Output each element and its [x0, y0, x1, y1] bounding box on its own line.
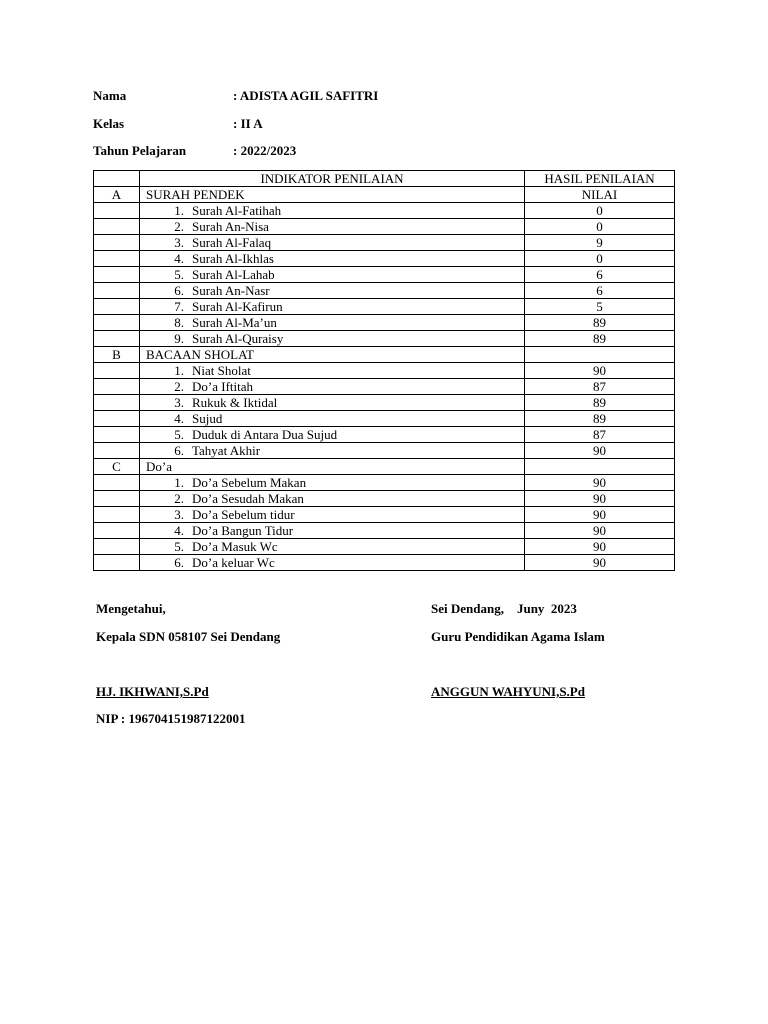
item-number: 6. — [174, 282, 184, 298]
item-number: 6. — [174, 554, 184, 570]
empty-code-cell — [94, 235, 140, 251]
kelas-value: : II A — [233, 116, 263, 131]
table-row — [94, 475, 675, 491]
item-name: Niat Sholat — [192, 362, 251, 378]
item-value: 0 — [525, 219, 675, 235]
item-value: 89 — [525, 411, 675, 427]
empty-code-cell — [94, 299, 140, 315]
indicator-cell — [140, 283, 525, 299]
table-row — [94, 395, 675, 411]
nama-label: Nama — [93, 88, 127, 103]
item-name: Duduk di Antara Dua Sujud — [192, 426, 338, 442]
section-value-header — [525, 347, 675, 363]
nama-value: : ADISTA AGIL SAFITRI — [233, 88, 379, 103]
item-value: 87 — [525, 427, 675, 443]
item-value: 6 — [525, 267, 675, 283]
section-row — [94, 347, 675, 363]
indicator-cell — [140, 555, 525, 571]
indicator-cell — [140, 395, 525, 411]
empty-code-cell — [94, 443, 140, 459]
empty-code-cell — [94, 539, 140, 555]
section-title: Do’a — [140, 459, 525, 475]
empty-code-cell — [94, 251, 140, 267]
empty-code-cell — [94, 363, 140, 379]
item-number: 1. — [174, 474, 184, 490]
kepala-role: Kepala SDN 058107 Sei Dendang — [96, 629, 281, 644]
guru-role: Guru Pendidikan Agama Islam — [431, 629, 605, 644]
item-value: 0 — [525, 203, 675, 219]
indicator-cell — [140, 523, 525, 539]
empty-code-cell — [94, 203, 140, 219]
item-value: 90 — [525, 523, 675, 539]
indicator-cell — [140, 315, 525, 331]
item-number: 1. — [174, 362, 184, 378]
indicator-cell — [140, 251, 525, 267]
section-code: B — [94, 347, 140, 363]
header-indikator: INDIKATOR PENILAIAN — [140, 171, 525, 187]
item-number: 2. — [174, 218, 184, 234]
indicator-cell — [140, 363, 525, 379]
item-value: 90 — [525, 491, 675, 507]
indicator-cell — [140, 491, 525, 507]
item-name: Surah An-Nasr — [192, 282, 270, 298]
header-hasil: HASIL PENILAIAN — [525, 171, 675, 187]
empty-code-cell — [94, 555, 140, 571]
item-number: 5. — [174, 266, 184, 282]
indicator-cell — [140, 379, 525, 395]
table-row — [94, 315, 675, 331]
section-row — [94, 187, 675, 203]
kepala-name: HJ. IKHWANI,S.Pd — [96, 684, 209, 699]
item-value: 87 — [525, 379, 675, 395]
empty-code-cell — [94, 427, 140, 443]
item-name: Do’a Sebelum Makan — [192, 474, 307, 490]
item-name: Surah Al-Lahab — [192, 266, 275, 282]
table-header-row — [94, 171, 675, 187]
item-value: 0 — [525, 251, 675, 267]
guru-name: ANGGUN WAHYUNI,S.Pd — [431, 684, 585, 699]
item-name: Tahyat Akhir — [192, 442, 261, 458]
item-name: Do’a Masuk Wc — [192, 538, 278, 554]
table-row — [94, 299, 675, 315]
item-value: 90 — [525, 555, 675, 571]
section-value-header — [525, 459, 675, 475]
indicator-cell — [140, 539, 525, 555]
item-number: 4. — [174, 522, 184, 538]
item-number: 1. — [174, 202, 184, 218]
item-number: 3. — [174, 394, 184, 410]
item-value: 89 — [525, 395, 675, 411]
tahun-label: Tahun Pelajaran — [93, 143, 187, 158]
item-value: 90 — [525, 507, 675, 523]
item-value: 90 — [525, 443, 675, 459]
table-row — [94, 251, 675, 267]
item-name: Surah Al-Falaq — [192, 234, 272, 250]
item-name: Do’a Iftitah — [192, 378, 254, 394]
indicator-cell — [140, 331, 525, 347]
item-number: 6. — [174, 442, 184, 458]
table-row — [94, 523, 675, 539]
section-row — [94, 459, 675, 475]
indicator-cell — [140, 267, 525, 283]
tahun-value: : 2022/2023 — [233, 143, 297, 158]
item-number: 2. — [174, 490, 184, 506]
item-number: 7. — [174, 298, 184, 314]
item-value: 89 — [525, 331, 675, 347]
table-row — [94, 235, 675, 251]
item-value: 90 — [525, 363, 675, 379]
table-row — [94, 539, 675, 555]
header-code-cell — [94, 171, 140, 187]
grade-table-body — [94, 171, 675, 571]
section-title: BACAAN SHOLAT — [140, 347, 525, 363]
item-number: 4. — [174, 410, 184, 426]
table-row — [94, 267, 675, 283]
place-date: Sei Dendang, Juny 2023 — [431, 601, 577, 616]
table-row — [94, 379, 675, 395]
item-value: 89 — [525, 315, 675, 331]
section-code: A — [94, 187, 140, 203]
empty-code-cell — [94, 475, 140, 491]
table-row — [94, 203, 675, 219]
table-row — [94, 219, 675, 235]
indicator-cell — [140, 219, 525, 235]
item-name: Sujud — [192, 410, 223, 426]
item-number: 3. — [174, 234, 184, 250]
table-row — [94, 443, 675, 459]
table-row — [94, 427, 675, 443]
item-name: Do’a Bangun Tidur — [192, 522, 294, 538]
grade-table — [93, 170, 675, 571]
item-name: Surah An-Nisa — [192, 218, 269, 234]
table-row — [94, 491, 675, 507]
empty-code-cell — [94, 507, 140, 523]
item-name: Surah Al-Quraisy — [192, 330, 284, 346]
empty-code-cell — [94, 491, 140, 507]
empty-code-cell — [94, 283, 140, 299]
item-number: 4. — [174, 250, 184, 266]
item-value: 6 — [525, 283, 675, 299]
item-name: Rukuk & Iktidal — [192, 394, 278, 410]
table-row — [94, 555, 675, 571]
empty-code-cell — [94, 331, 140, 347]
indicator-cell — [140, 411, 525, 427]
kepala-nip: NIP : 196704151987122001 — [96, 711, 246, 726]
item-number: 5. — [174, 426, 184, 442]
item-name: Surah Al-Ikhlas — [192, 250, 274, 266]
item-name: Surah Al-Fatihah — [192, 202, 282, 218]
item-value: 5 — [525, 299, 675, 315]
indicator-cell — [140, 299, 525, 315]
item-value: 90 — [525, 539, 675, 555]
table-row — [94, 363, 675, 379]
empty-code-cell — [94, 411, 140, 427]
item-name: Do’a Sebelum tidur — [192, 506, 295, 522]
indicator-cell — [140, 235, 525, 251]
item-number: 8. — [174, 314, 184, 330]
item-number: 3. — [174, 506, 184, 522]
indicator-cell — [140, 203, 525, 219]
mengetahui-label: Mengetahui, — [96, 601, 166, 616]
item-number: 9. — [174, 330, 184, 346]
empty-code-cell — [94, 315, 140, 331]
item-name: Do’a keluar Wc — [192, 554, 275, 570]
section-title: SURAH PENDEK — [140, 187, 525, 203]
table-row — [94, 331, 675, 347]
item-value: 90 — [525, 475, 675, 491]
indicator-cell — [140, 443, 525, 459]
kelas-label: Kelas — [93, 116, 125, 131]
empty-code-cell — [94, 395, 140, 411]
item-name: Surah Al-Kafirun — [192, 298, 283, 314]
indicator-cell — [140, 427, 525, 443]
indicator-cell — [140, 507, 525, 523]
item-name: Surah Al-Ma’un — [192, 314, 277, 330]
item-value: 9 — [525, 235, 675, 251]
empty-code-cell — [94, 379, 140, 395]
item-number: 5. — [174, 538, 184, 554]
section-value-header: NILAI — [525, 187, 675, 203]
empty-code-cell — [94, 267, 140, 283]
section-code: C — [94, 459, 140, 475]
empty-code-cell — [94, 219, 140, 235]
item-name: Do’a Sesudah Makan — [192, 490, 304, 506]
indicator-cell — [140, 475, 525, 491]
table-row — [94, 411, 675, 427]
table-row — [94, 507, 675, 523]
item-number: 2. — [174, 378, 184, 394]
empty-code-cell — [94, 523, 140, 539]
table-row — [94, 283, 675, 299]
